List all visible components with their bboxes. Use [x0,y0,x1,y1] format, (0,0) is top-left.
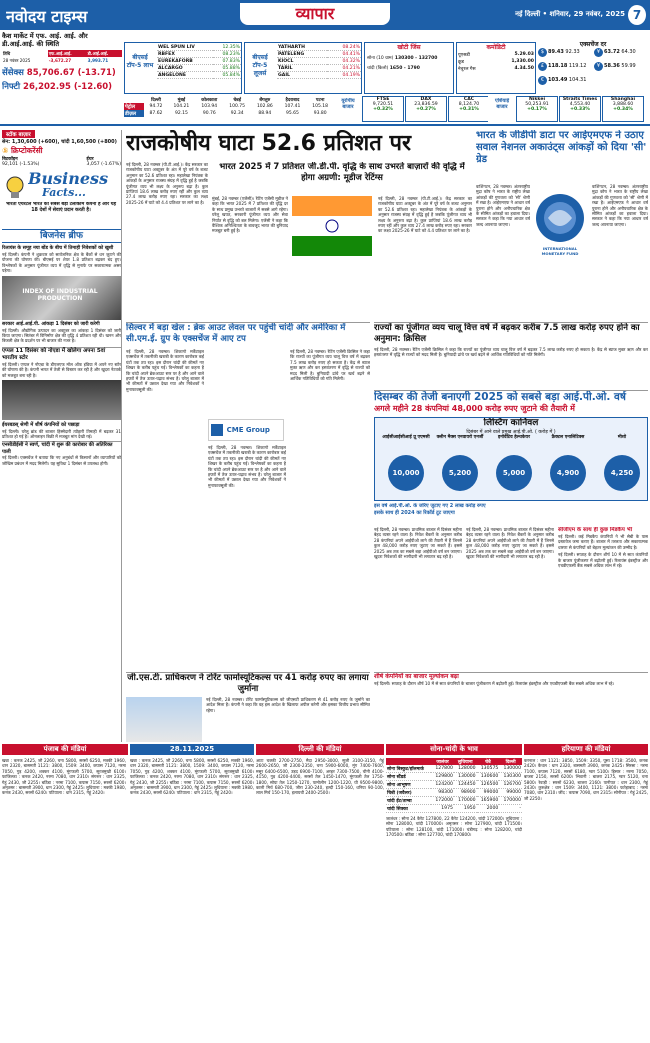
fii-dii-col-date: तिथि [3,50,11,56]
top-gainers [124,42,242,94]
eth-value: 3,057 (-1.67%) [86,162,121,167]
fuel-price: 100.75 [229,104,246,109]
gainers-change: 05.84% [213,72,241,79]
flag-image [292,196,372,256]
forex-row [594,62,648,74]
forex-row [538,62,592,74]
index-cell [448,96,488,122]
commodity-row [457,58,535,65]
losers-change: 04.32% [327,58,361,65]
gold-price: 170000 [499,797,522,805]
ipo-story [374,390,648,670]
index-value: 8,124.70 [458,102,480,107]
forex-row [538,76,592,88]
gold-price: - [499,805,522,813]
listing-item [489,435,539,493]
business-title: Business [28,169,109,188]
gold-header-row [386,758,522,765]
market-date: 28.11.2025 [130,744,254,755]
listing-company: फ्रैक्टल एनालिटिक्स [551,435,585,440]
btm-text: नई दिल्ली। सप्ताह के दौरान शीर्ष 10 में से सात कंपनियों के बाजार पूंजीकरण में बढ़ोतरी हुई। रिलायंस इंडस्ट्रीज और एचडीएफसी बैंक सबसे अधिक लाभ में रहे। [374,681,615,686]
listing-note-2: इसके साथ ही 2024 का रिकॉर्ड टूट जाएगा [374,510,455,516]
index-cell [602,96,644,122]
bottom-mid-story [374,672,648,742]
crypto-row: बिटकॉइन 92,101 (-1.53%) ईथर 3,057 (-1.67%) [2,157,121,167]
listing-amount: 4,250 [604,455,640,491]
gold-row [386,789,522,797]
gainers-row [157,65,241,72]
gold-item: चिन्नी (जवैलर) [386,789,431,797]
listing-amount: 5,000 [496,455,532,491]
fuel-header-row [124,96,334,103]
asia-indices [516,96,648,122]
listing-company: क्लीन मैक्स एनवायरो एनर्जी [436,435,484,440]
gdp-headline: भारत 2025 में 7 प्रतिशत जी.डी.पी. वृद्धि के साथ उभरते बाज़ारों की वृद्धि में होगा अग्रणी: मूडीज रेटिंग्स [219,162,465,183]
gold-item: सोना स्टैंडर्ड [386,773,431,781]
forex-sell: 59.99 [621,63,636,69]
fuel-price: 94.72 [149,104,163,109]
haryana-rates: करनाल : धान 1121: 3850, 1509: 3350, पूसा 1718: 3500, कनक 2420। कैथल : धान 2320, बासमती 3900, कनक 2425। सिरसा : नरमा 7100, कपास 7120, सरसों 6180, ग्वार 5100। हिसार : नरमा 7050, बाजरा 2150, सरसों 6200। भिवानी : बाजरा 2175, ग्वार 5120, चना 5800। रेवाड़ी : सरसों 6230, बाजरा 2160। पानीपत : धान 2300, गेहूं 2430। कुरुक्षेत्र : धान 1509: 3400, 1121: 3800। फतेहाबाद : नरमा 7080, धान 2310। जींद : कपास 7090, धान 2315। सोनीपत : गेहूं 2425, जौ 2250। [524,758,648,801]
losers-symbol: YATHARTH [277,44,327,51]
fuel-price: 95.65 [286,111,299,116]
fuel-price: 107.41 [284,104,301,109]
losers-row [277,72,361,79]
gold-price: 98900 [454,789,477,797]
gold-price: 172000 [431,797,454,805]
top-losers [244,42,362,94]
cme-icon [211,424,223,436]
europe-indices [362,96,488,122]
main-story [126,130,472,320]
gold-item: सोना आभूषण [386,781,431,789]
states-text: नई दिल्ली, 28 नवम्बर। रेटिंग एजेंसी क्रिसिल ने कहा कि राज्यों का पूंजीगत व्यय चालू वित्त वर्ष में बढ़कर 7.5 लाख करोड़ रुपए हो सकता है। केंद्र से ब्याज मुक्त ऋण और कर हस्तांतरण में वृद्धि से राज्यों को मदद मिली है। बुनियादी ढांचे पर खर्च बढ़ने से आर्थिक गतिविधियों को गति मिलेगी। [374,347,648,358]
gold-col-head: लुधियाना [454,758,477,765]
masthead-bar [0,0,650,30]
index-value: 50,253.91 [525,102,549,107]
fuel-price: 102.86 [256,104,273,109]
index-name: CAC [463,97,475,102]
brief4-head: ईयरबडस् श्रेणी में शीर्ष कंपनियों को पछाड़ा [2,422,80,429]
brief3-head: एप्पल 11 दिसंबर को नोएडा में खोलेगा अपना 5वां भारतीय स्टोर [2,347,121,362]
commodity-value: 5.29.03 [514,52,534,57]
fuel-city: मुंबई [177,97,186,103]
commodity-box [456,42,536,94]
business-facts [2,169,121,227]
commodity-name: क्रूड [458,59,464,65]
cme-logo: CME Group [208,419,284,441]
delhi-rates: आटा चक्की 2700-2750, मैदा 2950-3000, सूजी 3100-3150, गेहूं 2600-2650, जौ 2300-2350, चना 5900-6000, मूंग 7400-7600, मसूर 6400-6500, उड़द 6900-7100, अरहर 7300-7500, चीनी 4100-4150, गुड़ 4200-4400, सरसों तेल 1450-1470, मूंगफली तेल 1750-1800, सोया तेल 1250-1270, पामोलीन 1200-1220, घी 9500-9800, काली मिर्च 680-700, जीरा 230-240, हल्दी 150-160, धनिया 90-100, लाल मिर्च 150-170, इलायची 2400-2500। [256,758,384,796]
penalty-story [126,672,370,742]
commodity-row [457,51,535,58]
silver-row: चांदी (किलो) 1650 - 1790 [367,66,420,71]
gold-row: सोना (10 ग्राम) 130300 - 132700 [367,56,438,61]
brief5-head: एनसीडीईसी ने स्वर्ण, चांदी में शुरू की कारोबार की अतिरिक्त पाली [2,441,121,455]
fii-dii-table [2,50,122,64]
commodity-name: नेचुरल गैस [458,66,476,72]
gdp-text-2: नई दिल्ली, 28 नवम्बर (पी.टी.आई.)। केंद्र सरकार का राजकोषीय घाटा अक्टूबर के अंत में पूरे वर्ष के बजट अनुमान का 52.6 प्रतिशत रहा। महालेखा नियंत्रक के आंकड़ों के अनुसार राजस्व संग्रह में वृद्धि हुई है जबकि पूंजीगत व्यय भी लक्ष्य के अनुरूप बढ़ा है। कुल प्राप्तियां 18.6 लाख करोड़ रुपए रहीं और कुल व्यय 27.4 लाख करोड़ रुपए रहा। सरकार का लक्ष्य 2025-26 में घाटे को 4.4 प्रतिशत पर लाने का है। [378,196,472,234]
commodity-name: यूएसडी [458,52,470,58]
brief4-text: नई दिल्ली। घरेलू ब्रांड की बाजार हिस्सेदारी त्योहारी तिमाही में बढ़कर 31 प्रतिशत हो गई है। ऑनलाइन बिक्री में मजबूत मांग देखी गई। [2,428,121,439]
gainers-row [157,58,241,65]
fuel-price: 105.18 [312,104,329,109]
gold-col-head: दिल्ली [499,758,522,765]
index-cell [516,96,558,122]
losers-symbol: TARIL [277,65,327,72]
gold-price: 130575 [477,765,500,773]
brief3-text: नई दिल्ली। एप्पल ने नोएडा के डीएलएफ मॉल ऑफ इंडिया में अपने नए स्टोर की घोषणा की है। कंपनी भारत में तेजी से विस्तार कर रही है और खुदरा नेटवर्क को मजबूत बना रही है। [2,361,121,378]
penalty-headline: जी.एस.टी. प्राधिकरण ने टोरेंट फार्मास्यूटिकल्स पर 41 करोड़ रुपए का लगाया जुर्माना [127,673,369,694]
fuel-price: 90.76 [202,111,216,116]
states-headline: राज्यों का पूंजीगत व्यय चालू वित्त वर्ष में बढ़कर करीब 7.5 लाख करोड़ रुपए होने का अनुमान: क्रिसिल [374,323,640,344]
bullion-title: खोटी जिंस [397,44,421,51]
listing-title: लिस्टिंग कार्निवल [483,418,539,428]
gold-price: 99000 [477,789,500,797]
gainers-change: 12.35% [213,44,241,51]
index-change: +0.17% [527,107,547,112]
gold-price: 170000 [454,797,477,805]
gainers-change: 05.88% [213,65,241,72]
forex-buy: 103.49 [548,77,568,83]
brief1-head: रिलायंस के समूह नया बोंड के बीच में तिमाही निवेशकों को खुशी [2,246,114,251]
gold-price: 129800 [431,773,454,781]
index-change: +0.32% [373,107,393,112]
gold-row [386,773,522,781]
mandi-section [0,744,650,1043]
nyt-text-2: नई दिल्ली। सप्ताह के दौरान शीर्ष 10 में से सात कंपनियों के बाजार पूंजीकरण में बढ़ोतरी हुई। रिलायंस इंडस्ट्रीज और एचडीएफसी बैंक सबसे अधिक लाभ में रहे। [558,552,648,569]
index-name: DAX [420,97,432,102]
bulb-icon [4,175,26,201]
fuel-price: 87.62 [149,111,163,116]
imf-story [476,130,648,320]
fuel-city: बेंगलुरु [259,97,271,103]
sidebar-news [558,527,648,670]
losers-title: बीएसई टॉप-5 लूजर्स [252,54,268,77]
fuel-table [124,96,334,117]
stock-tag: स्टॉक बाज़ार [2,130,35,138]
commodity-title: कमोडिटी [486,44,506,51]
forex-sell: 92.33 [565,49,580,55]
gold-price: 130000 [454,773,477,781]
listing-item [381,435,431,493]
sensex-line: सेंसेक्स 85,706.67 (-13.71) [2,68,116,78]
fuel-item: पेट्रोल [124,103,144,110]
crypto-title: ⑤ क्रिप्टोकरेंसी [2,146,43,155]
currency-icon: € [538,76,547,85]
nyt-text: नई दिल्ली। कई मिडकैप कंपनियों ने भी सेबी के पास दस्तावेज जमा कराए हैं। बाजार में तरलता और सकारात्मक धारणा से कंपनियों को बेहतर मूल्यांकन की उम्मीद है। [558,534,648,550]
main-headline: राजकोषीय घाटा 52.6 प्रतिशत पर [126,131,411,156]
losers-row [277,51,361,58]
states-story [374,322,648,386]
index-change: +0.34% [613,107,633,112]
ipo-text: नई दिल्ली, 28 नवम्बर। प्राथमिक बाजार में दिसंबर महीना बेहद व्यस्त रहने वाला है। निवेश बैंकरों के अनुसार करीब 28 कंपनियां अपने आईपीओ लाने की तैयारी में हैं जिनसे कुल 48,000 करोड़ रुपए जुटाए जा सकते हैं। इससे 2025 अब तक का सबसे बड़ा आईपीओ वर्ष बन जाएगा। खुदरा निवेशकों की भागीदारी भी लगातार बढ़ रही है। [374,527,462,560]
fuel-row-diesel [124,110,334,117]
index-change: +0.33% [570,107,590,112]
facts-title: Facts... [42,186,86,199]
gold-price: 99000 [499,789,522,797]
gdp-text: मुंबई, 28 नवम्बर (एजेंसी)। रेटिंग एजेंसी मूडीज ने कहा कि भारत 2025 में 7 प्रतिशत की वृद्धि दर के साथ प्रमुख उभरते बाजारों में सबसे आगे रहेगा। घरेलू खपत, सरकारी पूंजीगत व्यय और सेवा निर्यात से वृद्धि को बल मिलेगा। एजेंसी ने कहा कि वैश्विक अनिश्चितता के बावजूद भारत की बुनियाद मजबूत बनी हुई है। [212,196,288,234]
index-name: Nikkei [528,97,546,102]
forex-row [538,48,592,60]
haryana-header: हरियाणा की मंडियां [524,744,648,755]
ipo-headline: दिसम्बर की तेजी बनाएगी 2025 को सबसे बड़ा आई.पी.ओ. वर्ष [374,391,626,403]
losers-row [277,58,361,65]
listing-item [435,435,485,493]
forex-box [538,40,648,96]
commodity-table [457,51,535,72]
dateline: नई दिल्ली • शनिवार, 29 नवंबर, 2025 [515,10,625,18]
forex-buy: 58.36 [604,63,620,69]
losers-change: 04.21% [327,65,361,72]
losers-change: 04.19% [327,72,361,79]
index-cell [559,96,601,122]
brand-logo: नवोदय टाइम्स [6,7,88,25]
listing-row [375,435,647,493]
gold-row [386,765,522,773]
gold-header: सोना-चांदी के भाव [386,744,522,755]
silver-text-3: नई दिल्ली, 28 नवम्बर। रेटिंग एजेंसी क्रिसिल ने कहा कि राज्यों का पूंजीगत व्यय चालू वित्त वर्ष में बढ़कर 7.5 लाख करोड़ रुपए हो सकता है। केंद्र से ब्याज मुक्त ऋण और कर हस्तांतरण में वृद्धि से राज्यों को मदद मिली है। बुनियादी ढांचे पर खर्च बढ़ने से आर्थिक गतिविधियों को गति मिलेगी। [290,349,370,382]
imf-text: वाशिंगटन, 28 नवम्बर। अंतरराष्ट्रीय मुद्रा कोष ने भारत के राष्ट्रीय लेखा आंकड़ों की गुणवत्ता को 'सी' श्रेणी में रखा है। आईएमएफ ने आधार वर्ष पुराना होने और अनौपचारिक क्षेत्र के सीमित आंकड़ों का हवाला दिया। सरकार ने कहा कि नया आधार वर्ष जल्द अपनाया जाएगा। [476,184,530,227]
gainers-symbol: WEL SPUN LIV [157,44,213,51]
iip-image [2,276,121,320]
fuel-city: चेन्नई [233,97,241,103]
gainers-table [157,44,241,79]
gold-price: 124200 [431,781,454,789]
nyt-head: सीजीएम के साथ ही कुछ मिडकैप भी [558,527,633,533]
fii-dii-box [2,32,122,122]
index-value: 3,888.60 [612,102,634,107]
fuel-price: 88.94 [258,111,272,116]
gdp-box [212,162,472,320]
market-strip [0,32,650,126]
ipo-subheadline: अगले महीने 28 कंपनियां 48,000 करोड़ रुपए जुटाने की तैयारी में [374,404,575,413]
btm-head: शीर्ष कंपनियों का बाजार मूल्यांकन बढ़ा [374,673,459,680]
fuel-price: 104.21 [173,104,190,109]
btc-value: 92,101 (-1.53%) [2,162,40,167]
forex-buy: 118.18 [548,63,568,69]
brief5-text: नई दिल्ली। एक्सचेंज ने बताया कि नए अनुबंधों से किसानों और व्यापारियों को जोखिम प्रबंधन में मदद मिलेगी। यह सुविधा 1 दिसंबर से उपलब्ध होगी। [2,455,121,466]
gainers-title: बीएसई टॉप-5 लाभ [126,54,154,69]
gold-price: 1975 [431,805,454,813]
left-sidebar [2,130,122,742]
listing-amount: 10,000 [388,455,424,491]
fii-dii-date: 28 नवंबर 2025 [3,57,31,63]
fii-dii-title: कैश मार्केट में एफ. आई. आई. और डी.आई.आई. की स्थिति [2,32,88,48]
listing-subtitle: दिसंबर में आने वाले प्रमुख आई.पी.ओ. ( करोड़ में ) [466,430,556,435]
gold-price: 98300 [431,789,454,797]
listing-notes [374,503,648,525]
gold-price: 128000 [454,765,477,773]
listing-company: मीशो [617,435,627,440]
fii-dii-col-dii: डी.आई.आई. [87,50,122,57]
gold-price: 130600 [477,773,500,781]
forex-list [538,48,648,94]
index-change: +0.27% [416,107,436,112]
brief2-head: सरकार आई.आई.पी. आंकड़ा 1 दिसंबर को जारी करेगी [2,321,100,327]
gold-price: 124450 [454,781,477,789]
forex-row [594,48,648,60]
brief2-text: नई दिल्ली। औद्योगिक उत्पादन का अक्टूबर का आंकड़ा 1 दिसंबर को जारी किया जाएगा। सितंबर में विनिर्माण क्षेत्र की वृद्धि 4 प्रतिशत रही थी। खनन और बिजली क्षेत्र के प्रदर्शन पर भी बाजार की नजर है। [2,327,121,344]
punjab-header: पंजाब की मंडियां [2,744,128,755]
dii-value: 3,993.71 [87,58,109,63]
gold-price: 130000 [499,765,522,773]
index-name: FTSE [376,97,390,102]
losers-row [277,65,361,72]
europe-label: यूरोपीय बाजार [341,98,355,110]
index-value: 9,720.51 [372,102,394,107]
gainers-symbol: RBFEX [157,51,213,58]
gold-col-head: जालंधर [431,758,454,765]
index-change: +0.31% [459,107,479,112]
gold-text: जालंधर : सोना 24 कैरेट 127800, 22 कैरेट 124200, चांदी 172000। लुधियाना : सोना 128000, चांदी 170000। अमृतसर : सोना 127900, चांदी 171500। पटियाला : सोना 128100, चांदी 171000। चंडीगढ़ : सोना 128200, चांदी 170500। बठिंडा : सोना 127700, चांदी 170800। [386,816,522,838]
brief-title: बिजनेस ब्रीफ [2,229,121,243]
fuel-corner [124,96,144,103]
listing-company: इनोवेटिव हेल्थकेयर [498,435,530,440]
gold-table [386,758,522,813]
currency-icon: £ [538,62,547,71]
currency-icon: ¥ [594,62,603,71]
fuel-city: हैदराबाद [285,97,300,103]
punjab-rates-2: खन्ना : कनक 2425, जौ 2260, चना 5800, सरसों 6250, मक्की 1960, धान 2320, बासमती 1121: 3800, 1509: 3400, कपास 7120, नरमा 7050, गुड़ 4200, शक्कर 4100, मूंगफली 5700, सूरजमुखी 6100। फाजिल्का : कनक 2420, नरमा 7080, धान 2310। संगरूर : धान 2325, गेहूं 2430, जौ 2255। बठिंडा : नरमा 7100, कपास 7150, सरसों 6200। अमृतसर : बासमती 3900, धान 2300, गेहूं 2425। लुधियाना : मक्की 1980, कनक 2430, सरसों 6240। पटियाला : धान 2315, गेहूं 2420। [130,758,254,796]
fuel-row-petrol [124,103,334,110]
gainers-change: 07.83% [213,58,241,65]
losers-table [277,44,361,79]
imf-logo [534,192,586,244]
punjab-rates: खन्ना : कनक 2425, जौ 2260, चना 5800, सरसों 6250, मक्की 1960, धान 2320, बासमती 1121: 3800, 1509: 3400, कपास 7120, नरमा 7050, गुड़ 4200, शक्कर 4100, मूंगफली 5700, सूरजमुखी 6100। फाजिल्का : कनक 2420, नरमा 7080, धान 2310। संगरूर : धान 2325, गेहूं 2430, जौ 2255। बठिंडा : नरमा 7100, कपास 7150, सरसों 6200। अमृतसर : बासमती 3900, धान 2300, गेहूं 2425। लुधियाना : मक्की 1980, कनक 2430, सरसों 6240। पटियाला : धान 2315, गेहूं 2420। [2,758,126,796]
listing-amount: 4,900 [550,455,586,491]
penalty-text: नई दिल्ली, 28 नवम्बर। टोरेंट फार्मास्यूटिकल्स को जीएसटी प्राधिकरण से 41 करोड़ रुपए के जुर्माने का आदेश मिला है। कंपनी ने कहा कि वह इस आदेश के खिलाफ अपील करेगी और इसका वित्तीय प्रभाव सीमित रहेगा। [206,697,370,713]
gold-price: 126500 [477,781,500,789]
nifty-line: निफ्टी 26,202.95 (-12.60) [2,82,113,92]
index-value: 23,836.59 [414,102,438,107]
gold-price: 130300 [499,773,522,781]
commodity-value: 4.34.50 [514,66,534,71]
losers-symbol: GAIL [277,72,327,79]
ipo-text-2: नई दिल्ली, 28 नवम्बर। प्राथमिक बाजार में दिसंबर महीना बेहद व्यस्त रहने वाला है। निवेश बैंकरों के अनुसार करीब 28 कंपनियां अपने आईपीओ लाने की तैयारी में हैं जिनसे कुल 48,000 करोड़ रुपए जुटाए जा सकते हैं। इससे 2025 अब तक का सबसे बड़ा आईपीओ वर्ष बन जाएगा। खुदरा निवेशकों की भागीदारी भी लगातार बढ़ रही है। [466,527,554,560]
losers-symbol: KIOCL [277,58,327,65]
imf-headline: भारत के जीडीपी डाटा पर आईएमएफ ने उठाए सवाल नेशनल अकाउंट्स आंकड़ों को दिया 'सी' ग्रेड [476,130,647,165]
silver-headline: सिल्वर में बड़ा खेल : ब्रेक आउट लेवल पर पहुंची चांदी और अमेरिका में सी.एम.ई. ग्रुप के एक्सचेंज में आए टप [126,323,346,344]
forex-title: एक्सचेंज दर [579,41,607,48]
silver-text: नई दिल्ली, 28 नवम्बर। शिकागो मर्केंटाइल एक्सचेंज में तकनीकी खराबी के कारण कारोबार कई घंटों तक ठप रहा। इस दौरान चांदी की कीमतें नए शिखर के करीब पहुंच गईं। विश्लेषकों का कहना है कि चांदी अपने ब्रेकआउट स्तर पर है और आने वाले हफ्तों में तेज उतार-चढ़ाव संभव है। घरेलू बाजार में भी कीमतों में उछाल देखा गया और निवेशकों ने मुनाफावसूली की। [126,349,204,392]
gainers-symbol: ALCARGO [157,65,213,72]
gold-col-head: चेन्नै [477,758,500,765]
delhi-header: दिल्ली की मंडियां [256,744,384,755]
gold-price: 127800 [431,765,454,773]
listing-box [374,417,648,501]
silver-text-2: नई दिल्ली, 28 नवम्बर। शिकागो मर्केंटाइल एक्सचेंज में तकनीकी खराबी के कारण कारोबार कई घंटों तक ठप रहा। इस दौरान चांदी की कीमतें नए शिखर के करीब पहुंच गईं। विश्लेषकों का कहना है कि चांदी अपने ब्रेकआउट स्तर पर है और आने वाले हफ्तों में तेज उतार-चढ़ाव संभव है। घरेलू बाजार में भी कीमतों में उछाल देखा गया और निवेशकों ने मुनाफावसूली की। [208,445,286,488]
main-text: नई दिल्ली, 28 नवम्बर (पी.टी.आई.)। केंद्र सरकार का राजकोषीय घाटा अक्टूबर के अंत में पूरे वर्ष के बजट अनुमान का 52.6 प्रतिशत रहा। महालेखा नियंत्रक के आंकड़ों के अनुसार राजस्व संग्रह में वृद्धि हुई है जबकि पूंजीगत व्यय भी लक्ष्य के अनुरूप बढ़ा है। कुल प्राप्तियां 18.6 लाख करोड़ रुपए रहीं और कुल व्यय 27.4 लाख करोड़ रुपए रहा। सरकार का लक्ष्य 2025-26 में घाटे को 4.4 प्रतिशत पर लाने का है। [126,162,208,205]
imf-text-2: वाशिंगटन, 28 नवम्बर। अंतरराष्ट्रीय मुद्रा कोष ने भारत के राष्ट्रीय लेखा आंकड़ों की गुणवत्ता को 'सी' श्रेणी में रखा है। आईएमएफ ने आधार वर्ष पुराना होने और अनौपचारिक क्षेत्र के सीमित आंकड़ों का हवाला दिया। सरकार ने कहा कि नया आधार वर्ष जल्द अपनाया जाएगा। [592,184,648,227]
imf-badge: INTERNATIONAL MONETARY FUND [541,246,579,256]
iip-caption: INDEX OF INDUSTRIAL PRODUCTION [22,287,98,302]
fuel-price: 93.80 [313,111,327,116]
listing-note-1: इस वर्ष आई.पी.ओ. के जरिए जुटाए गए 2 लाख करोड़ रुपए [374,503,486,509]
gold-row [386,797,522,805]
index-name: Shanghai [610,97,636,102]
gainers-change: 08.23% [213,51,241,58]
fii-dii-col-fii: एफ.आई.आई. [48,50,87,57]
brief1-text: नई दिल्ली। कंपनी ने शुक्रवार को सार्वजनिक क्षेत्र के बैंकों से धन जुटाने की योजना की घोषणा की। बीएसई पर शेयर 1.8 प्रतिशत बढ़कर बंद हुए। विश्लेषकों के अनुसार पूंजीगत व्यय में वृद्धि से मुनाफे पर सकारात्मक असर पड़ेगा। [2,252,121,274]
bullion-box [364,42,454,94]
currency-icon: $ [538,48,547,57]
fuel-price: 92.34 [230,111,244,116]
forex-sell: 119.12 [568,63,587,69]
gainers-symbol: ANGELONE [157,72,213,79]
section-title: व्यापार [240,3,390,25]
fuel-item: डीज़ल [124,110,144,117]
gainers-row [157,51,241,58]
losers-change: 04.41% [327,51,361,58]
gold-price: 2000 [477,805,500,813]
gold-item: सोना बिस्कुट/हॉलमार्क [386,765,431,773]
commodity-value: 1,330.00 [511,59,534,64]
listing-company: आईसीआईसीआई प्रू एएमसी [382,435,430,440]
index-value: 4,553.40 [569,102,591,107]
gold-item: चांदी ईंट/ताम्बा [386,797,431,805]
listing-item [543,435,593,493]
index-name: Straits Times [562,97,598,102]
gold-item: चांदी सिक्का [386,805,431,813]
commodity-row [457,65,535,72]
page-number: 7 [628,5,646,25]
fuel-city: पटना [315,97,325,103]
apple-image [2,380,121,420]
gold-row [386,805,522,813]
fuel-price: 92.15 [174,111,188,116]
gold-table-box [386,758,522,1038]
gold-price: 1950 [454,805,477,813]
gold-col-head [386,758,431,765]
silver-story [126,322,370,670]
facts-text: भारती एयरटेल भारत की सबसे बड़ी टेलीकॉम कंपनी है और यह 18 देशों में सेवाएं प्रदान करती है। [5,202,117,213]
listing-item [597,435,647,493]
losers-change: 08.24% [327,44,361,51]
losers-symbol: PATELENG [277,51,327,58]
gold-price: 126700 [499,781,522,789]
gold-row [386,781,522,789]
forex-sell: 64.30 [621,49,636,55]
fuel-strip [124,96,648,124]
pharma-image [126,697,202,742]
listing-amount: 5,200 [442,455,478,491]
fuel-price: 103.94 [201,104,218,109]
forex-buy: 89.43 [548,49,564,55]
gold-price: 165900 [477,797,500,805]
index-cell [362,96,404,122]
gainers-symbol: EUREKAFORB [157,58,213,65]
crypto-icon: ⑤ [2,146,9,155]
forex-buy: 63.72 [604,49,620,55]
currency-icon: ¥ [594,48,603,57]
forex-sell: 104.31 [568,77,587,83]
nse-line: सेन: 1,30,600 (+600), चांदी 1,60,500 (+800) [2,139,117,145]
index-cell [405,96,447,122]
fuel-city: कोलकाता [201,97,218,103]
asia-label: एशियाई बाजार [494,98,510,110]
fii-value: -3,672.27 [48,58,72,63]
gainers-row [157,72,241,79]
fuel-city: दिल्ली [151,97,161,103]
